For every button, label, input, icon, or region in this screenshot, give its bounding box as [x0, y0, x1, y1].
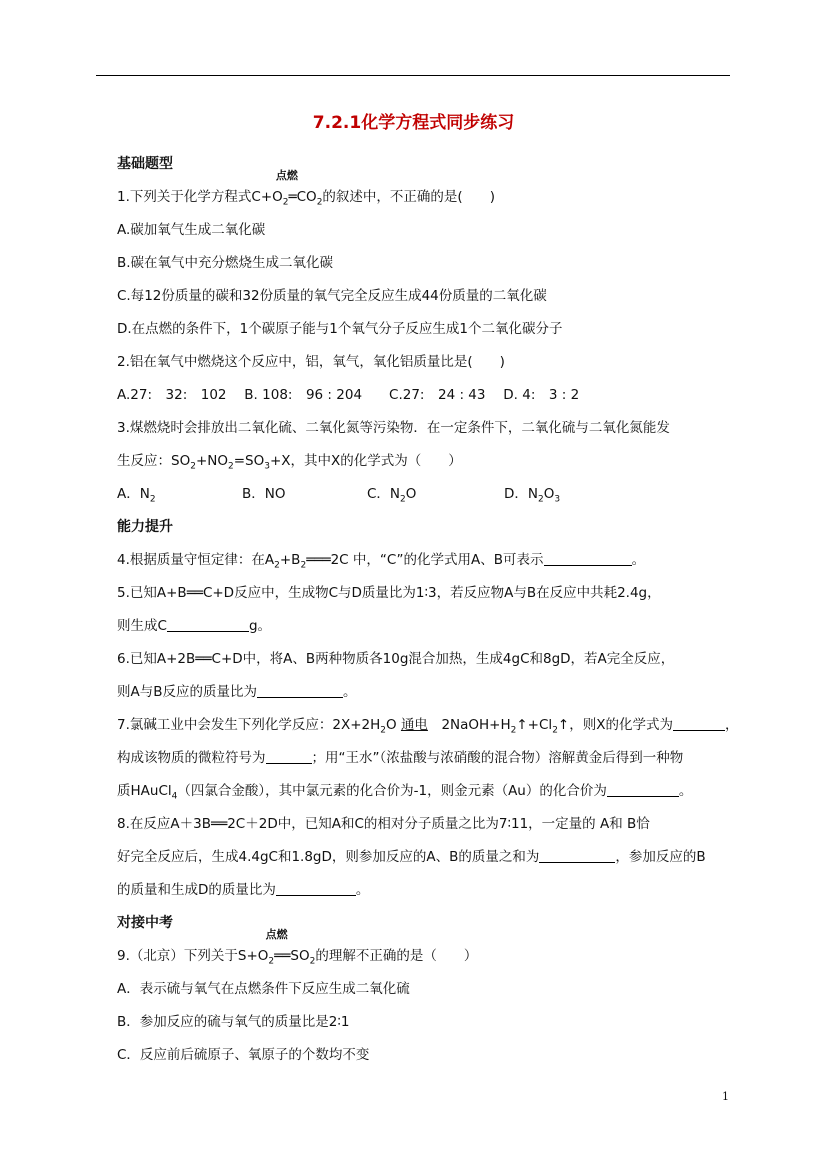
- answer-blank: [539, 848, 615, 863]
- option-9a: A．表示硫与氧气在点燃条件下反应生成二氧化硫: [117, 981, 410, 997]
- option-3b: B．NO: [242, 486, 286, 502]
- document-body: [117, 148, 757, 1072]
- answer-blank: [673, 716, 725, 731]
- option-9b: B．参加反应的硫与氧气的质量比是2∶1: [117, 1014, 350, 1030]
- answer-blank: [544, 551, 632, 566]
- question-2: 2.铝在氧气中燃烧这个反应中，铝，氧气，氧化铝质量比是( ): [117, 354, 505, 370]
- question-6-line1: 6.已知A+2B══C+D中，将A、B两种物质各10g混合加热，生成4gC和8gD，若A完全反应，: [117, 651, 675, 667]
- question-1: 1.下列关于化学方程式 点燃 $C+O_2═CO_2$的叙述中，不正确的是( ): [117, 181, 757, 214]
- options-3: [117, 478, 757, 511]
- page-number: 1: [722, 1090, 729, 1103]
- section-heading-exam: 对接中考: [117, 915, 173, 931]
- reaction-equation: 点燃 $S+O_2══SO_2$: [237, 928, 316, 967]
- option-3d: D．$N_2O_3$: [504, 486, 561, 505]
- question-7-line3: 质HAuCl$_4$（四氯合金酸），其中氯元素的化合价为-1，则金元素（Au）的化合价为 。: [117, 783, 693, 802]
- question-8-line2: 好完全反应后，生成4.4gC和1.8gD，则参加反应的A、B的质量之和为 ，参加反应的B: [117, 849, 706, 865]
- question-3-line1: 3.煤燃烧时会排放出二氧化硫、二氧化氮等污染物．在一定条件下，二氧化硫与二氧化氮能发: [117, 420, 670, 436]
- answer-blank: [167, 617, 249, 632]
- question-5-line1: 5.已知A+B══C+D反应中，生成物C与D质量比为1∶3，若反应物A与B在反应中共耗2.4g，: [117, 585, 661, 601]
- question-8-line1: 8.在反应A＋3B══2C＋2D中，已知A和C的相对分子质量之比为7∶11，一定量的 A和 B恰: [117, 816, 650, 832]
- option-1a: A.碳加氧气生成二氧化碳: [117, 222, 266, 238]
- question-3-line2: 生反应：$SO_2+NO_2=SO_3+X$，其中X的化学式为（ ）: [117, 453, 462, 472]
- condition-label: 点燃: [265, 928, 288, 941]
- option-1b: B.碳在氧气中充分燃烧生成二氧化碳: [117, 255, 334, 271]
- question-8-line3: 的质量和生成D的质量比为 。: [117, 882, 370, 898]
- question-7-line1: 7.氯碱工业中会发生下列化学反应：$2X+2H_2O$ 通电 $2NaOH+H_2↑+Cl_2↑$，则X的化学式为 ，: [117, 717, 739, 736]
- options-2: A.27: 32: 102 B. 108: 96 : 204 C.27: 24 : 43 D. 4: 3 : 2: [117, 387, 580, 403]
- header-rule: [96, 75, 730, 76]
- answer-blank: [607, 782, 679, 797]
- condition-label: 通电: [400, 717, 428, 733]
- question-7-line2: 构成该物质的微粒符号为 ；用“王水”（浓盐酸与浓硝酸的混合物）溶解黄金后得到一种物: [117, 750, 684, 766]
- question-9: 9.（北京）下列关于 点燃 $S+O_2══SO_2$的理解不正确的是（ ）: [117, 940, 757, 973]
- option-1d: D.在点燃的条件下，1个碳原子能与1个氧气分子反应生成1个二氧化碳分子: [117, 321, 563, 337]
- option-9c: C．反应前后硫原子、氧原子的个数均不变: [117, 1047, 370, 1063]
- answer-blank: [276, 881, 356, 896]
- page-title: 7.2.1化学方程式同步练习: [312, 113, 515, 133]
- option-3c: C．$N_2O$: [367, 486, 417, 505]
- condition-label: 点燃: [275, 169, 298, 182]
- option-3a: A．$N_2$: [117, 486, 156, 505]
- answer-blank: [266, 749, 312, 764]
- option-1c: C.每12份质量的碳和32份质量的氧气完全反应生成44份质量的二氧化碳: [117, 288, 547, 304]
- section-heading-basic: 基础题型: [117, 156, 173, 172]
- reaction-equation: 点燃 $C+O_2═CO_2$: [251, 169, 323, 208]
- section-heading-ability: 能力提升: [117, 519, 173, 535]
- answer-blank: [257, 683, 343, 698]
- question-4: 4.根据质量守恒定律：在$A_2+B_2═══2C$ 中，“C”的化学式用A、B可表示 。: [117, 552, 646, 571]
- question-6-line2: 则A与B反应的质量比为 。: [117, 684, 357, 700]
- question-5-line2: 则生成C g。: [117, 618, 272, 634]
